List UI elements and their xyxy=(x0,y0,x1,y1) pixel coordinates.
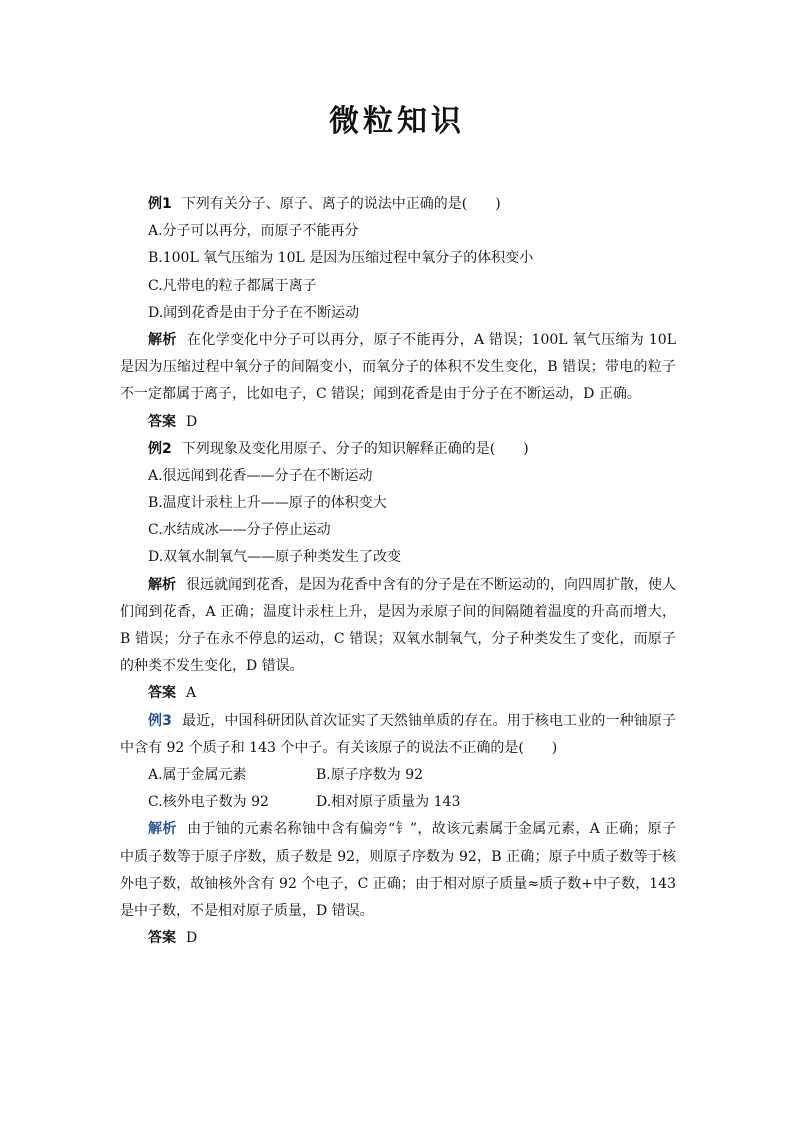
example-1 xyxy=(120,191,676,436)
example-label: 例1 xyxy=(148,196,172,212)
question-line xyxy=(120,191,676,218)
option-c: C.水结成冰——分子停止运动 xyxy=(148,522,331,539)
analysis-paragraph xyxy=(120,327,676,409)
example-2 xyxy=(120,436,676,708)
option-a: A.属于金属元素 xyxy=(148,767,247,784)
page-title: 微粒知识 xyxy=(329,104,465,139)
option-d: D.相对原子质量为 143 xyxy=(316,794,461,811)
answer-line xyxy=(120,680,676,707)
analysis-text: 在化学变化中分子可以再分，原子不能再分，A 错误；100L 氧气压缩为 10L 是因为压缩过程中氧分子的间隔变小，而氧分子的体积不发生变化，B 错误；带电的粒子不一定都属于离子，比如电子，C 错误；闻到花香是由于分子在不断运动，D 正确。 xyxy=(120,331,677,403)
answer-line xyxy=(120,409,676,436)
option-d: D.闻到花香是由于分子在不断运动 xyxy=(148,304,360,321)
example-3 xyxy=(120,708,676,953)
example-label: 例3 xyxy=(148,712,172,729)
example-label: 例2 xyxy=(148,440,172,457)
analysis-paragraph xyxy=(120,816,676,925)
question-text: 下列有关分子、原子、离子的说法中正确的是( ) xyxy=(181,196,501,212)
question-text: 下列现象及变化用原子、分子的知识解释正确的是( ) xyxy=(181,440,529,457)
option-d: D.双氧水制氧气——原子种类发生了改变 xyxy=(148,549,402,566)
answer-value: D xyxy=(186,930,198,947)
option-b: B.温度计汞柱上升——原子的体积变大 xyxy=(148,495,387,512)
option-a: A.分子可以再分，而原子不能再分 xyxy=(148,223,359,240)
answer-label: 答案 xyxy=(148,413,176,430)
answer-value: A xyxy=(186,685,197,702)
option-c: C.凡带电的粒子都属于离子 xyxy=(148,277,317,294)
document-content xyxy=(120,191,676,952)
analysis-text: 由于铀的元素名称铀中含有偏旁“钅”，故该元素属于金属元素，A 正确；原子中质子数等于原子序数，质子数是 92，则原子序数为 92，B 正确；原子中质子数等于核外电子数，故铀核外含有 92 个电子，C 正确；由于相对原子质量≈质子数+中子数，143 是中子数，不是相对原子质量，D 错误。 xyxy=(120,821,677,920)
option-b: B.原子序数为 92 xyxy=(316,767,424,784)
analysis-label: 解析 xyxy=(148,331,177,348)
options-grid xyxy=(120,762,676,816)
option-c: C.核外电子数为 92 xyxy=(148,794,269,811)
analysis-paragraph xyxy=(120,572,676,681)
question-paragraph xyxy=(120,708,676,762)
question-line xyxy=(120,436,676,463)
question-text: 最近，中国科研团队首次证实了天然铀单质的存在。用于核电工业的一种铀原子中含有 92 个质子和 143 个中子。有关该原子的说法不正确的是( ) xyxy=(120,712,676,756)
answer-label: 答案 xyxy=(148,930,176,947)
answer-label: 答案 xyxy=(148,685,176,702)
analysis-label: 解析 xyxy=(148,821,177,838)
option-b: B.100L 氧气压缩为 10L 是因为压缩过程中氧分子的体积变小 xyxy=(148,250,534,267)
answer-line xyxy=(120,925,676,952)
analysis-label: 解析 xyxy=(148,576,176,593)
option-a: A.很远闻到花香——分子在不断运动 xyxy=(148,467,373,484)
analysis-text: 很远就闻到花香，是因为花香中含有的分子是在不断运动的，向四周扩散，使人们闻到花香，A 正确；温度计汞柱上升，是因为汞原子间的间隔随着温度的升高而增大，B 错误；分子在永不停息的运动，C 错误；双氧水制氧气，分子种类发生了变化，而原子的种类不发生变化，D 错误。 xyxy=(120,576,676,675)
answer-value: D xyxy=(186,413,198,430)
